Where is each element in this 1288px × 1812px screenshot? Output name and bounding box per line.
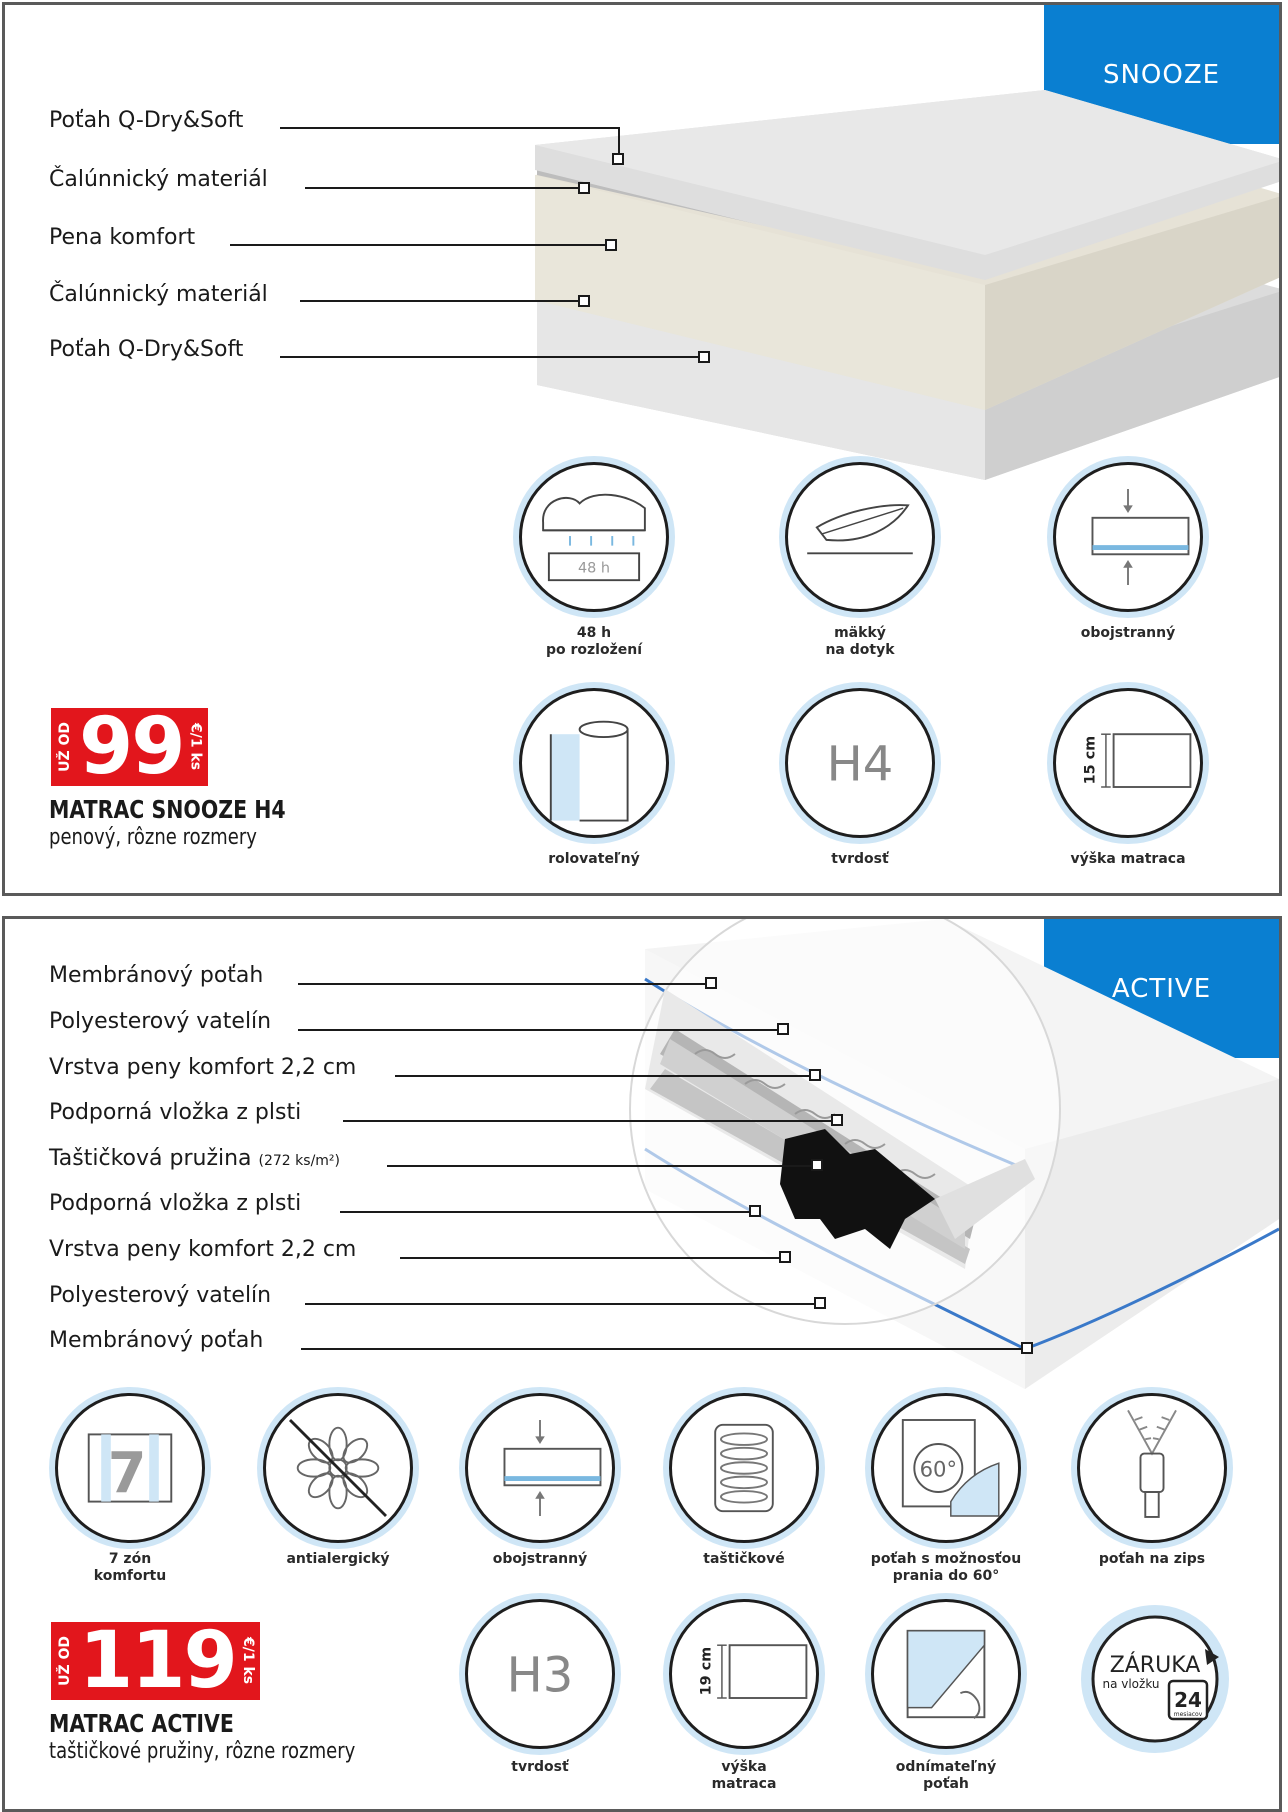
feature-caption: 48 h po rozložení (545, 625, 642, 658)
leader-line (340, 1211, 755, 1213)
leader-line (400, 1257, 785, 1259)
leader-marker (578, 295, 590, 307)
snooze-product-desc: penový, rôzne rozmery (49, 825, 257, 850)
leader-marker (578, 182, 590, 194)
leader-marker (1021, 1342, 1033, 1354)
hardness-icon (465, 1599, 615, 1749)
svg-text:60°: 60° (919, 1456, 958, 1482)
leader-line (280, 356, 700, 358)
feature-caption: výška matraca (1070, 851, 1186, 867)
feature-caption: poťah na zips (1098, 1551, 1206, 1567)
leader-line (305, 1303, 820, 1305)
leader-line (305, 187, 580, 189)
feature-caption: odnímateľný poťah (895, 1759, 997, 1792)
antiallergic-icon (263, 1393, 413, 1543)
svg-text:H3: H3 (506, 1647, 574, 1704)
svg-text:ZÁRUKA: ZÁRUKA (1109, 1653, 1201, 1678)
active-layer-9-label: Membránový poťah (49, 1328, 264, 1353)
snooze-tag: SNOOZE (1044, 5, 1279, 144)
active-layer-6-label: Podporná vložka z plsti (49, 1191, 302, 1216)
pocket-spring-icon (669, 1393, 819, 1543)
feature-caption: 7 zón komfortu (93, 1551, 167, 1584)
feature-caption: výška matraca (711, 1759, 777, 1792)
snooze-layer-4-label: Čalúnnický materiál (49, 282, 268, 307)
active-layer-7-label: Vrstva peny komfort 2,2 cm (49, 1237, 357, 1262)
svg-text:na vložku: na vložku (1102, 1677, 1160, 1691)
price-prefix: UŽ OD (57, 722, 73, 772)
feather-icon (785, 462, 935, 612)
active-layer-8-label: Polyesterový vatelín (49, 1283, 272, 1308)
svg-text:mesiacov: mesiacov (1173, 1711, 1203, 1718)
leader-line (300, 300, 580, 302)
price-unit: €/1 ks (187, 723, 204, 771)
active-layer-5-label: Taštičková pružina (272 ks/m²) (49, 1146, 340, 1171)
snooze-layer-2-label: Čalúnnický materiál (49, 167, 268, 192)
snooze-product-name: MATRAC SNOOZE H4 (49, 795, 286, 824)
leader-marker (777, 1023, 789, 1035)
mattress-height-icon (1053, 688, 1203, 838)
snooze-layer-5-label: Poťah Q-Dry&Soft (49, 337, 244, 362)
active-product-name: MATRAC ACTIVE (49, 1709, 234, 1738)
leader-marker (809, 1069, 821, 1081)
leader-line (387, 1165, 817, 1167)
svg-text:24: 24 (1174, 1688, 1202, 1712)
leader-line (298, 983, 711, 985)
active-panel (2, 916, 1282, 1812)
svg-text:7: 7 (107, 1441, 147, 1506)
feature-caption: tvrdosť (831, 851, 889, 867)
leader-marker (749, 1205, 761, 1217)
double-sided-icon (465, 1393, 615, 1543)
snooze-panel (2, 2, 1282, 896)
zipper-icon (1077, 1393, 1227, 1543)
feature-caption: taštičkové (703, 1551, 785, 1567)
leader-marker (814, 1297, 826, 1309)
seven-zones-icon (55, 1393, 205, 1543)
feature-caption: antialergický (286, 1551, 390, 1567)
active-product-desc: taštičkové pružiny, rôzne rozmery (49, 1739, 356, 1764)
price-unit: €/1 ks (239, 1637, 256, 1685)
mattress-height-icon (669, 1599, 819, 1749)
rolled-mattress-48h-icon (519, 462, 669, 612)
removable-cover-icon (871, 1599, 1021, 1749)
svg-text:19 cm: 19 cm (698, 1646, 715, 1696)
leader-marker (779, 1251, 791, 1263)
hardness-icon (785, 688, 935, 838)
leader-line (230, 244, 608, 246)
feature-caption: obojstranný (492, 1551, 588, 1567)
leader-line (301, 1348, 1027, 1350)
double-sided-icon (1053, 462, 1203, 612)
icon-48h-text: 48 h (577, 560, 611, 577)
roll-icon (519, 688, 669, 838)
snooze-price-badge (51, 702, 208, 792)
leader-line (343, 1120, 837, 1122)
active-layer-3-label: Vrstva peny komfort 2,2 cm (49, 1055, 357, 1080)
leader-line (618, 127, 620, 155)
wash-60-icon (871, 1393, 1021, 1543)
snooze-layer-1-label: Poťah Q-Dry&Soft (49, 108, 244, 133)
leader-marker (831, 1114, 843, 1126)
svg-text:H4: H4 (826, 736, 894, 793)
svg-text:15 cm: 15 cm (1082, 735, 1099, 785)
leader-marker (811, 1159, 823, 1171)
snooze-mattress-illustration (525, 85, 1282, 485)
active-mattress-illustration (605, 919, 1279, 1389)
leader-marker (705, 977, 717, 989)
leader-marker (612, 153, 624, 165)
leader-line (395, 1075, 815, 1077)
leader-line (280, 127, 620, 129)
active-tag: ACTIVE (1044, 919, 1279, 1058)
feature-caption: rolovateľný (548, 851, 640, 867)
active-price-badge (51, 1616, 260, 1706)
warranty-badge (1075, 1599, 1235, 1759)
price-prefix: UŽ OD (57, 1636, 73, 1686)
feature-caption: poťah s možnosťou prania do 60° (870, 1551, 1022, 1584)
leader-marker (605, 239, 617, 251)
feature-caption: tvrdosť (511, 1759, 569, 1775)
feature-caption: mäkký na dotyk (825, 625, 895, 658)
price-value: 119 (79, 1616, 236, 1706)
leader-line (298, 1029, 783, 1031)
active-layer-4-label: Podporná vložka z plsti (49, 1100, 302, 1125)
leader-marker (698, 351, 710, 363)
active-layer-1-label: Membránový poťah (49, 963, 264, 988)
feature-caption: obojstranný (1080, 625, 1176, 641)
price-value: 99 (79, 702, 184, 792)
snooze-layer-3-label: Pena komfort (49, 225, 196, 250)
active-layer-2-label: Polyesterový vatelín (49, 1009, 272, 1034)
